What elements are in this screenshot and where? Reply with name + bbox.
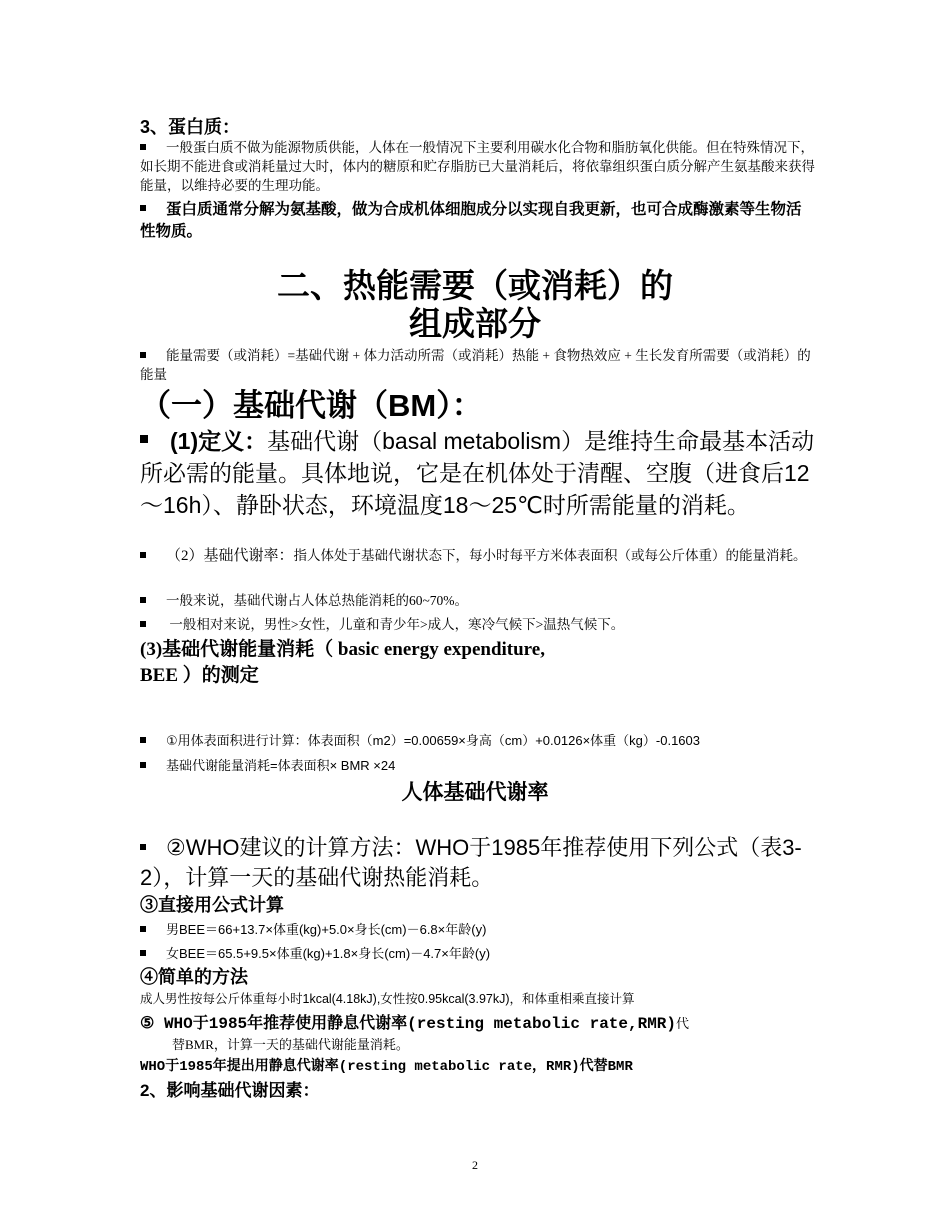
direct-formula-heading: ③直接用公式计算 — [140, 895, 284, 915]
who-method: ②WHO建议的计算方法：WHO于1985年推荐使用下列公式（表3-2），计算一天的基础代谢热能消耗。 — [140, 835, 802, 890]
table-title: 人体基础代谢率 — [401, 780, 549, 804]
formula-female: 女BEE＝65.5+9.5×体重(kg)+1.8×身长(cm)－4.7×年龄(y) — [140, 944, 815, 963]
protein-heading: 3、蛋白质： — [140, 117, 241, 137]
bullet-icon — [140, 205, 146, 211]
bullet-icon — [140, 621, 146, 627]
bullet-icon — [140, 597, 146, 603]
bullet-icon — [140, 352, 146, 358]
protein-paragraph-1: 一般蛋白质不做为能源物质供能，人体在一般情况下主要利用碳水化合物和脂肪氧化供能。但在特殊情况下，如长期不能进食或消耗量过大时，体内的糖原和贮存脂肪已大量消耗后，将依靠组织蛋白质分解产生氨基酸来获得能量，以维持必要的生理功能。 — [140, 140, 815, 193]
formula-bee: 基础代谢能量消耗=体表面积× BMR ×24 — [140, 756, 815, 775]
rmr-note: WHO于1985年提出用静息代谢率(resting metabolic rate，RMR)代替BMR — [140, 1059, 633, 1075]
energy-requirement-intro: 能量需要（或消耗）=基础代谢 + 体力活动所需（或消耗）热能 + 食物热效应 + 生长发育所需要（或消耗）的能量 — [140, 348, 811, 382]
simple-method-text: 成人男性按每公斤体重每小时1kcal(4.18kJ),女性按0.95kcal(3.97kJ)，和体重相乘直接计算 — [140, 992, 635, 1006]
bullet-icon — [140, 762, 146, 768]
formula-body-surface: ①用体表面积进行计算：体表面积（m2）=0.00659×身高（cm）+0.0126×体重（kg）-0.1603 — [140, 731, 830, 750]
section-title-line-2: 组成部分 — [409, 305, 541, 342]
section-title-line-1: 二、热能需要（或消耗）的 — [277, 267, 673, 304]
formula-male: 男BEE＝66+13.7×体重(kg)+5.0×身长(cm)－6.8×年龄(y) — [140, 920, 815, 939]
bm-bullet-comparison: 一般相对来说，男性>女性，儿童和青少年>成人，寒冷气候下>温热气候下。 — [140, 615, 815, 634]
rmr-recommendation: ⑤ WHO于1985年推荐使用静息代谢率(resting metabolic rate,RMR)代 替BMR，计算一天的基础代谢能量消耗。 — [140, 1015, 690, 1052]
bm-heading: （一）基础代谢（BM）： — [140, 388, 483, 423]
bullet-icon — [140, 950, 146, 956]
bullet-icon — [140, 144, 146, 150]
bullet-icon — [140, 737, 146, 743]
page-number: 2 — [472, 1158, 478, 1172]
bullet-icon — [140, 435, 148, 443]
bm-bullet-percentage: 一般来说，基础代谢占人体总热能消耗的60~70%。 — [140, 591, 815, 610]
bee-heading: (3)基础代谢能量消耗（ basic energy expenditure, BEE ）的测定 — [140, 639, 545, 686]
bullet-icon — [140, 844, 146, 850]
bullet-icon — [140, 552, 146, 558]
simple-method-heading: ④简单的方法 — [140, 967, 248, 987]
protein-paragraph-2: 蛋白质通常分解为氨基酸，做为合成机体细胞成分以实现自我更新，也可合成酶激素等生物活性物质。 — [140, 201, 802, 240]
factors-heading: 2、影响基础代谢因素： — [140, 1081, 320, 1100]
bm-definition: (1)定义：基础代谢（basal metabolism）是维持生命最基本活动所必需的能量。具体地说，它是在机体处于清醒、空腹（进食后12～16h）、静卧状态，环境温度18～25℃时所需能量的消耗。 — [140, 428, 815, 518]
bm-rate: （2）基础代谢率：指人体处于基础代谢状态下，每小时每平方米体表面积（或每公斤体重）的能量消耗。 — [140, 546, 815, 566]
bullet-icon — [140, 926, 146, 932]
